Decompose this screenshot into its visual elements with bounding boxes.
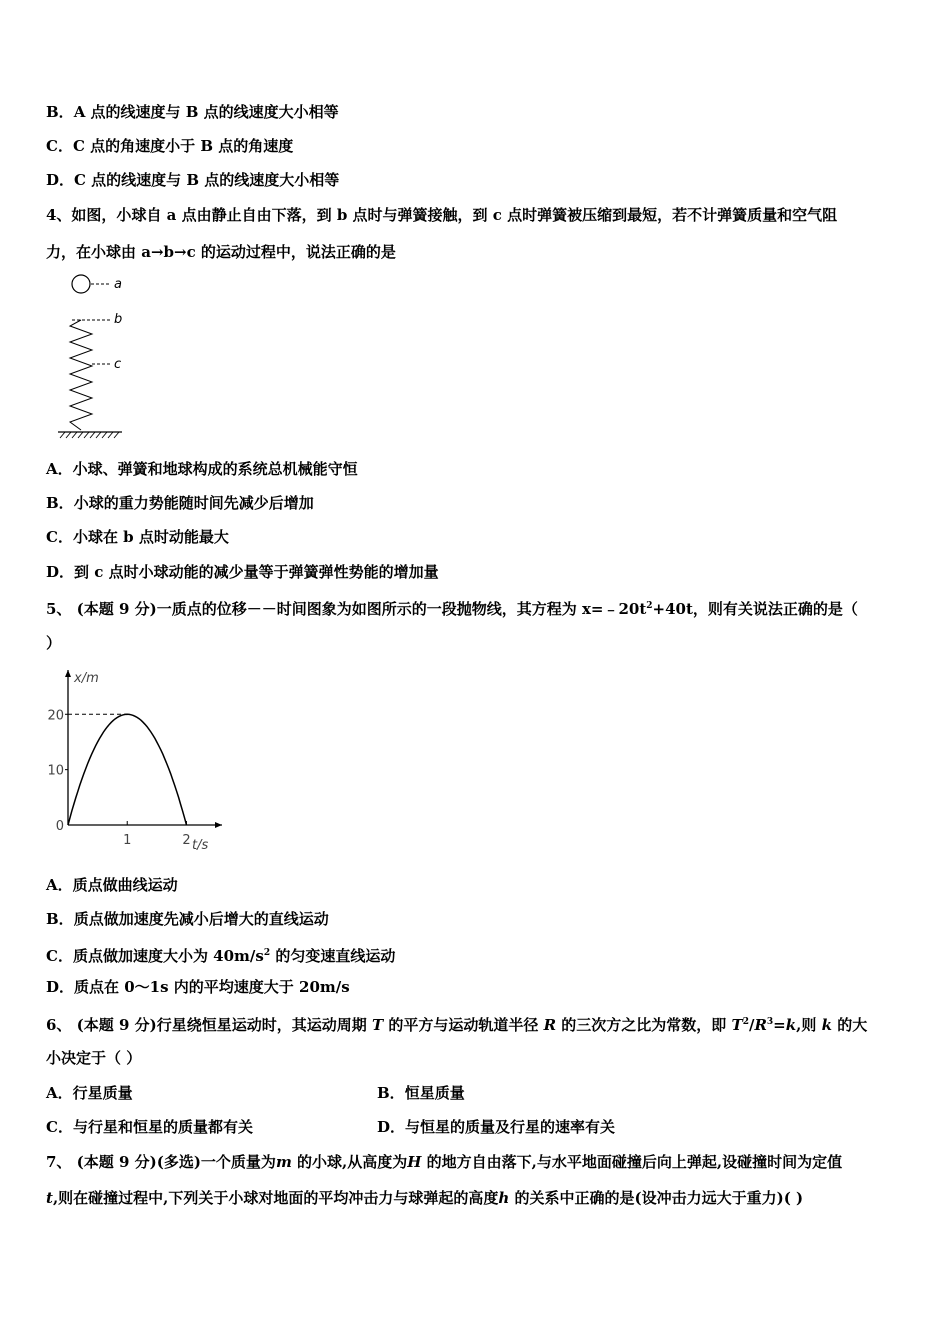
stem-part: 的地方自由落下,与水平地面碰撞后向上弹起,设碰撞时间为定值 <box>421 1153 843 1171</box>
q4-spring-figure <box>52 268 142 443</box>
option-letter: D． <box>46 978 75 996</box>
option-text: C 点的线速度与 B 点的线速度大小相等 <box>74 171 340 189</box>
option-text: 的匀变速直线运动 <box>270 947 396 965</box>
option-letter: B． <box>46 494 74 512</box>
stem-part: 5、 (本题 9 分)一质点的位移－－时间图象为如图所示的一段抛物线，其方程为 x=﹣20t <box>46 600 647 618</box>
formula-k: k <box>785 1016 797 1034</box>
x-tick-label: 1 <box>123 833 132 848</box>
symbol-t: t <box>46 1189 53 1207</box>
option-letter: B． <box>46 910 74 928</box>
option-letter: A． <box>46 876 73 894</box>
q6-stem-line-2: 小决定于（ ） <box>46 1049 142 1067</box>
symbol-H: H <box>407 1153 422 1171</box>
y-tick-label: 0 <box>55 819 64 834</box>
q7-stem-line-1 <box>46 1152 842 1172</box>
option-letter: D． <box>377 1118 406 1136</box>
option-letter: A． <box>46 1084 73 1102</box>
option-letter: C． <box>46 1118 73 1136</box>
q7-stem-line-2 <box>46 1188 803 1208</box>
x-axis-arrow <box>215 822 222 828</box>
superscript: 2 <box>263 948 271 958</box>
option-text: 质点做曲线运动 <box>72 876 178 894</box>
formula-R: R <box>754 1016 767 1034</box>
label-b: b <box>114 312 123 327</box>
stem-part: 的平方与运动轨道半径 <box>383 1016 544 1034</box>
option-letter: C． <box>46 947 73 965</box>
stem-part: 的关系中正确的是(设冲击力远大于重力)( ) <box>509 1189 804 1207</box>
symbol-h: h <box>498 1189 510 1207</box>
label-a: a <box>114 277 122 292</box>
formula-eq: = <box>773 1016 786 1034</box>
option-text: 恒星质量 <box>404 1084 465 1102</box>
stem-part: +40t，则有关说法正确的是（ <box>652 600 858 618</box>
q5-option-b <box>46 909 329 929</box>
q5-displacement-time-chart <box>40 662 230 852</box>
q5-option-d <box>46 977 350 997</box>
option-letter: A． <box>46 460 73 478</box>
option-text: C 点的角速度小于 B 点的角速度 <box>72 137 294 155</box>
q6-option-d <box>377 1117 615 1137</box>
formula-slash: / <box>748 1016 755 1034</box>
option-text: A 点的线速度与 B 点的线速度大小相等 <box>73 103 339 121</box>
option-letter: B． <box>46 103 74 121</box>
option-text: 质点在 0～1s 内的平均速度大于 20m/s <box>74 978 350 996</box>
stem-part: 的大 <box>832 1016 868 1034</box>
q6-option-a <box>46 1083 133 1103</box>
option-text: 小球在 b 点时动能最大 <box>72 528 229 546</box>
q6-option-c <box>46 1117 253 1137</box>
superscript: 3 <box>766 1017 774 1027</box>
q4-option-d <box>46 562 439 582</box>
q5-stem-line-2: ） <box>46 634 62 652</box>
option-text: 行星质量 <box>72 1084 133 1102</box>
parabola-series <box>68 714 187 825</box>
stem-part: 6、 (本题 9 分)行星绕恒星运动时，其运动周期 <box>46 1016 372 1034</box>
superscript: 2 <box>742 1017 749 1027</box>
option-text: 与行星和恒星的质量都有关 <box>72 1118 253 1136</box>
q6-stem-line-1 <box>46 1012 867 1035</box>
label-c: c <box>114 357 122 372</box>
symbol-T: T <box>371 1016 384 1034</box>
superscript: 2 <box>646 601 653 611</box>
stem-part: 的三次方之比为常数，即 <box>556 1016 732 1034</box>
symbol-m: m <box>275 1153 292 1171</box>
option-letter: C． <box>46 137 73 155</box>
stem-part: ,则 <box>796 1016 822 1034</box>
q3-option-b <box>46 102 339 122</box>
y-axis-arrow <box>65 670 71 677</box>
option-text: 小球、弹簧和地球构成的系统总机械能守恒 <box>72 460 358 478</box>
option-letter: B． <box>377 1084 405 1102</box>
stem-part: 的小球,从高度为 <box>291 1153 408 1171</box>
q6-option-b <box>377 1083 465 1103</box>
y-tick-label: 20 <box>47 708 64 724</box>
q3-option-d <box>46 170 339 190</box>
ball <box>72 275 90 293</box>
option-text: 到 c 点时小球动能的减少量等于弹簧弹性势能的增加量 <box>74 563 439 581</box>
spring <box>70 320 92 430</box>
q5-option-a <box>46 875 178 895</box>
option-text: 与恒星的质量及行星的速率有关 <box>405 1118 616 1136</box>
option-text: 质点做加速度大小为 40m/s <box>72 947 264 965</box>
q5-stem-line-1 <box>46 596 858 619</box>
stem-part: 7、 (本题 9 分)(多选)一个质量为 <box>46 1153 276 1171</box>
stem-part: ,则在碰撞过程中,下列关于小球对地面的平均冲击力与球弹起的高度 <box>52 1189 499 1207</box>
symbol-k: k <box>821 1016 833 1034</box>
option-text: 小球的重力势能随时间先减少后增加 <box>73 494 314 512</box>
q4-option-b <box>46 493 314 513</box>
option-text: 质点做加速度先减小后增大的直线运动 <box>73 910 329 928</box>
q4-stem-line-2: 力，在小球由 a→b→c 的运动过程中，说法正确的是 <box>46 243 396 261</box>
ground-hatching <box>60 432 119 438</box>
option-letter: C． <box>46 528 73 546</box>
q4-option-c <box>46 527 229 547</box>
y-axis-label: x/m <box>74 671 99 686</box>
option-letter: D． <box>46 563 75 581</box>
x-axis-label: t/s <box>192 838 209 852</box>
q5-option-c <box>46 943 395 966</box>
formula-T: T <box>731 1016 743 1034</box>
x-tick-label: 2 <box>182 833 191 848</box>
q4-stem-line-1: 4、如图，小球自 a 点由静止自由下落，到 b 点时与弹簧接触，到 c 点时弹簧被压缩到最短，若不计弹簧质量和空气阻 <box>46 206 838 224</box>
symbol-R: R <box>543 1016 557 1034</box>
option-letter: D． <box>46 171 75 189</box>
q4-option-a <box>46 459 358 479</box>
y-tick-label: 10 <box>47 763 64 779</box>
q3-option-c <box>46 136 293 156</box>
